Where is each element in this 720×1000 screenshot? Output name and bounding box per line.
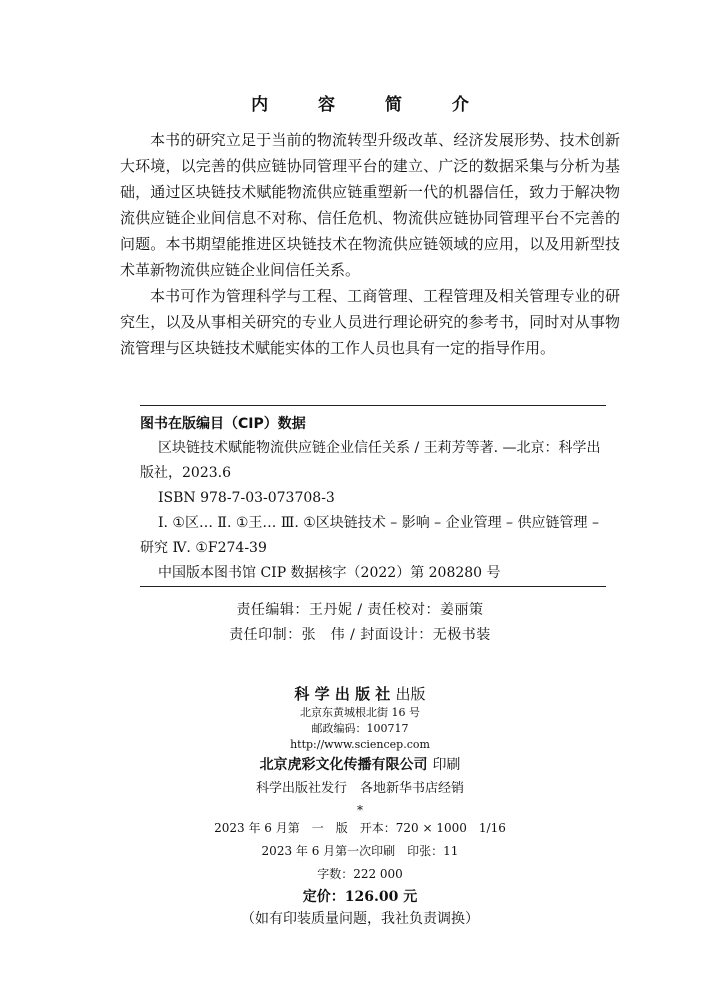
distribution: 科学出版社发行 各地新华书店经销	[255, 781, 464, 796]
staff-credits	[0, 598, 720, 648]
printer-suffix: 印刷	[432, 757, 461, 773]
cip-classification	[140, 511, 606, 561]
printing-info: 2023 年 6 月第一次印刷 印张：11	[261, 844, 459, 858]
cip-entry-text: 区块链技术赋能物流供应链企业信任关系 / 王莉芳等著. —北京：科学出版社，2023.6	[140, 440, 601, 481]
publication-info	[0, 683, 720, 930]
page-title: 内 容 简 介	[251, 95, 491, 115]
printer-name: 北京虎彩文化传播有限公司	[259, 757, 428, 773]
price: 定价：126.00 元	[302, 889, 418, 905]
publisher-postcode: 邮政编码：100717	[311, 722, 409, 735]
staff-editors: 责任编辑：王丹妮 / 责任校对：姜丽策	[236, 602, 484, 618]
cip-heading: 图书在版编目（CIP）数据	[140, 416, 306, 432]
cip-number: 中国版本图书馆 CIP 数据核字（2022）第 208280 号	[158, 565, 501, 581]
printer-line	[0, 753, 720, 777]
publisher-website: http://www.sciencep.com	[290, 738, 430, 751]
staff-production: 责任印制：张 伟 / 封面设计：无极书装	[229, 627, 491, 643]
publisher-name: 科 学 出 版 社	[294, 685, 391, 703]
cip-classification-text: Ⅰ. ①区… Ⅱ. ①王… Ⅲ. ①区块链技术 – 影响 – 企业管理 – 供应链管理 – 研究 Ⅳ. ①F274-39	[140, 515, 599, 556]
summary-paragraph-1: 本书的研究立足于当前的物流转型升级改革、经济发展形势、技术创新大环境，以完善的供应链协同管理平台的建立、广泛的数据采集与分析为基础，通过区块链技术赋能物流供应链重塑新一代的机器信任，致力于解决物流供应链企业间信息不对称、信任危机、物流供应链协同管理平台不完善的问题。本书期望能推进区块链技术在物流供应链领域的应用，以及用新型技术革新物流供应链企业间信任关系。	[120, 131, 620, 279]
publisher-address: 北京东黄城根北街 16 号	[300, 706, 420, 719]
cip-isbn: ISBN 978-7-03-073708-3	[158, 490, 335, 506]
cip-entry	[140, 436, 606, 486]
separator-star: *	[357, 803, 363, 817]
edition-info: 2023 年 6 月第 一 版 开本：720 × 1000 1/16	[214, 821, 506, 835]
publisher-line	[0, 683, 720, 705]
cip-data-block	[140, 405, 606, 587]
publisher-suffix: 出版	[395, 685, 426, 703]
quality-notice: （如有印装质量问题，我社负责调换）	[241, 911, 479, 927]
summary-paragraph-2: 本书可作为管理科学与工程、工商管理、工程管理及相关管理专业的研究生，以及从事相关研究的专业人员进行理论研究的参考书，同时对从事物流管理与区块链技术赋能实体的工作人员也具有一定的指导作用。	[120, 287, 620, 357]
content-summary	[120, 127, 620, 361]
word-count: 字数：222 000	[317, 867, 403, 881]
